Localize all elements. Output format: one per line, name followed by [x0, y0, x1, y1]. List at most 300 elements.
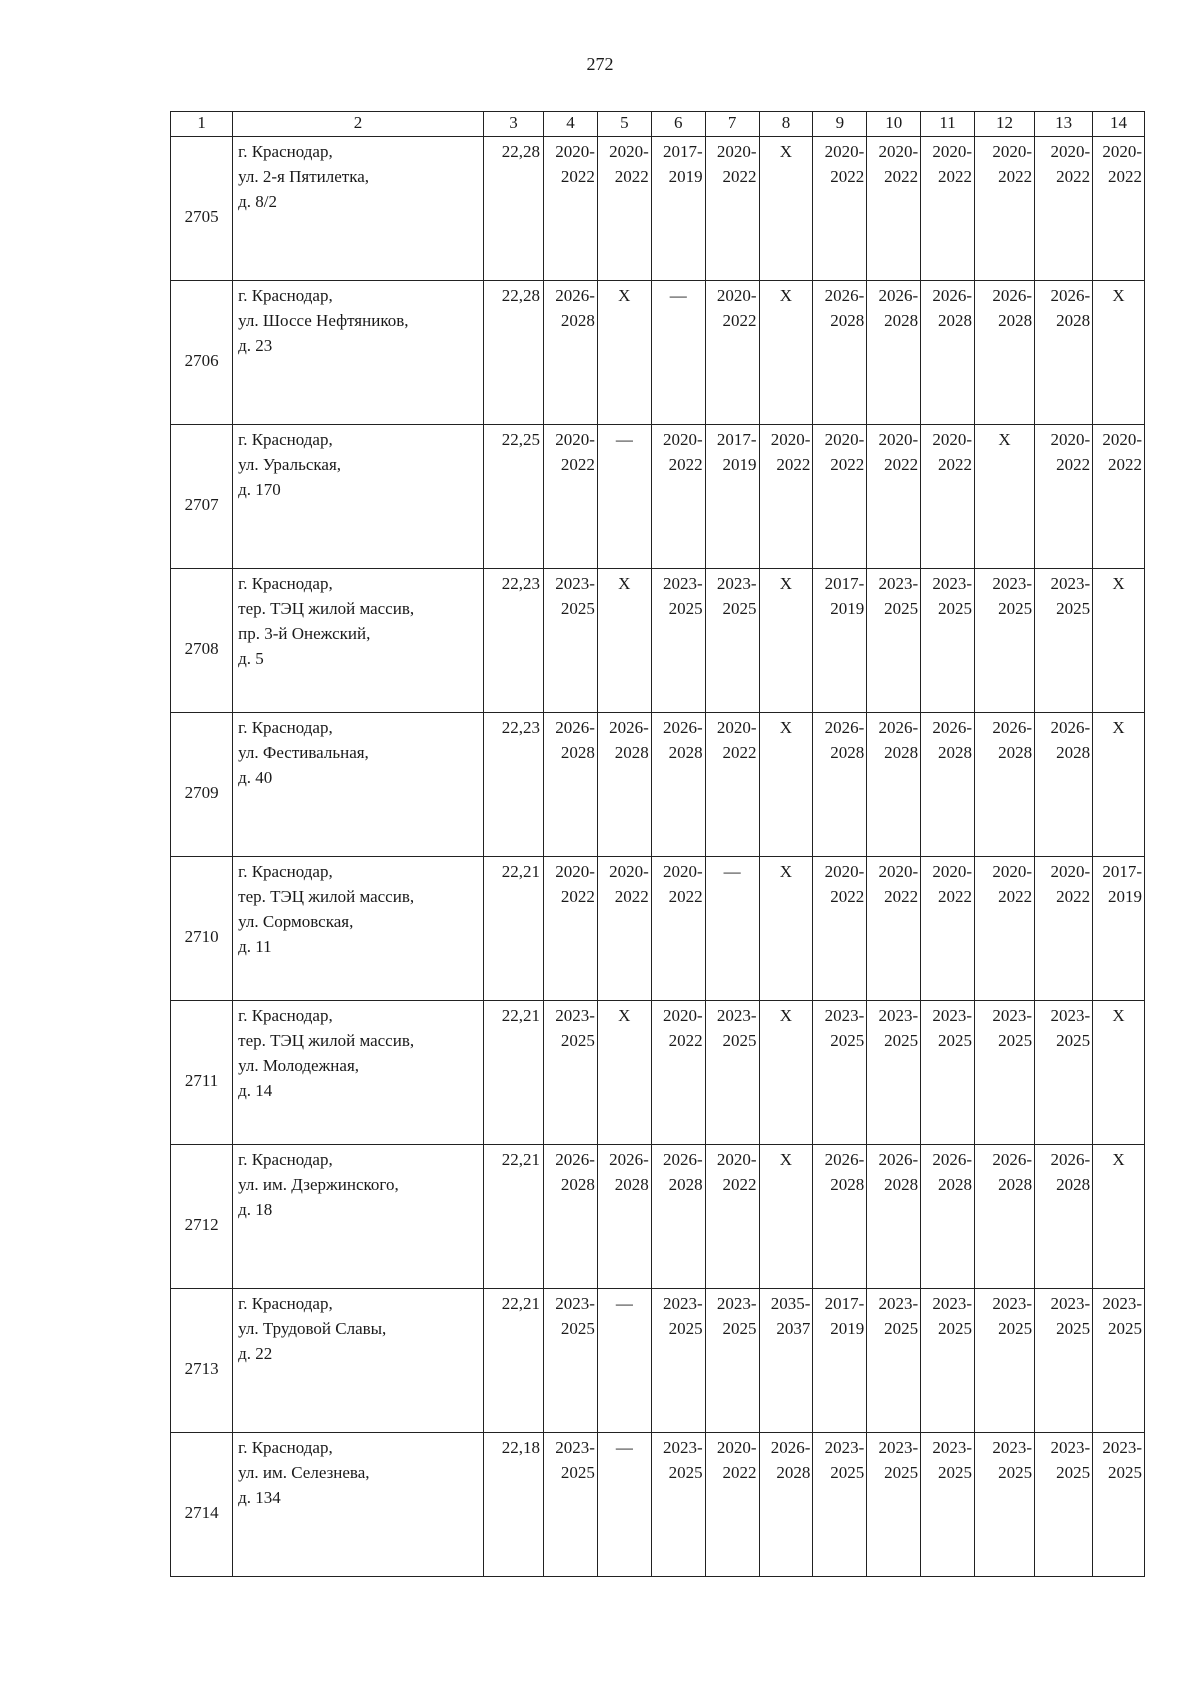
- period-start: 2020-: [1102, 142, 1142, 161]
- period-start: 2023-: [716, 1006, 757, 1025]
- period-start: 2023-: [716, 574, 757, 593]
- period-cell: [705, 569, 759, 713]
- period-cell: [975, 1001, 1035, 1145]
- address-line: г. Краснодар,: [238, 1294, 333, 1313]
- period-end: 2028: [560, 1175, 595, 1194]
- period-end: 2028: [830, 743, 865, 762]
- address-cell: [233, 137, 484, 281]
- period-start: 2023-: [1050, 1006, 1091, 1025]
- table-row: [171, 425, 1145, 569]
- period-cell: [813, 857, 867, 1001]
- period-start: 2017-: [662, 142, 703, 161]
- address-line: тер. ТЭЦ жилой массив,: [238, 1031, 415, 1050]
- period-end: 2025: [830, 1463, 865, 1482]
- period-cell: —: [597, 1289, 651, 1433]
- period-cell: X: [1093, 1145, 1145, 1289]
- address-line: д. 170: [238, 480, 281, 499]
- period-start: 2026-: [992, 1150, 1033, 1169]
- period-start: 2020-: [555, 142, 595, 161]
- address-cell: [233, 1145, 484, 1289]
- column-header: 4: [544, 112, 598, 137]
- period-start: 2023-: [1102, 1438, 1142, 1457]
- area-cell: 22,21: [483, 1289, 543, 1433]
- column-header: 12: [975, 112, 1035, 137]
- period-cell: [813, 1145, 867, 1289]
- period-cell: [921, 569, 975, 713]
- period-start: 2026-: [555, 1150, 595, 1169]
- period-start: 2017-: [824, 1294, 865, 1313]
- period-cell: [759, 1433, 813, 1577]
- period-cell: [1093, 857, 1145, 1001]
- period-start: 2020-: [932, 430, 972, 449]
- period-end: 2025: [938, 1031, 972, 1050]
- column-header: 14: [1093, 112, 1145, 137]
- period-start: 2020-: [878, 430, 919, 449]
- period-cell: X: [759, 713, 813, 857]
- period-cell: [651, 1001, 705, 1145]
- period-cell: [1035, 1145, 1093, 1289]
- period-start: 2020-: [716, 286, 757, 305]
- area-cell: 22,23: [483, 569, 543, 713]
- period-end: 2022: [830, 167, 865, 186]
- period-cell: X: [1093, 713, 1145, 857]
- period-cell: [597, 857, 651, 1001]
- period-end: 2025: [668, 1463, 703, 1482]
- period-cell: [813, 137, 867, 281]
- period-end: 2028: [614, 1175, 649, 1194]
- period-cell: [651, 1289, 705, 1433]
- table-row: [171, 281, 1145, 425]
- column-header: 11: [921, 112, 975, 137]
- period-cell: [921, 857, 975, 1001]
- period-end: 2028: [938, 311, 972, 330]
- period-start: 2020-: [716, 1150, 757, 1169]
- row-number: 2711: [171, 1001, 233, 1145]
- period-start: 2023-: [555, 1006, 595, 1025]
- period-start: 2023-: [662, 1294, 703, 1313]
- period-start: 2020-: [1050, 430, 1091, 449]
- period-cell: —: [651, 281, 705, 425]
- period-start: 2023-: [878, 1294, 919, 1313]
- address-cell: [233, 1433, 484, 1577]
- column-header: 5: [597, 112, 651, 137]
- period-end: 2025: [722, 1319, 757, 1338]
- period-cell: [867, 1145, 921, 1289]
- period-start: 2026-: [609, 718, 649, 737]
- period-end: 2025: [560, 1319, 595, 1338]
- period-end: 2022: [560, 887, 595, 906]
- period-end: 2025: [1056, 1463, 1091, 1482]
- period-end: 2025: [560, 599, 595, 618]
- period-start: 2026-: [662, 1150, 703, 1169]
- period-cell: X: [759, 137, 813, 281]
- period-cell: [544, 1289, 598, 1433]
- period-cell: [651, 857, 705, 1001]
- period-end: 2028: [938, 743, 972, 762]
- period-end: 2025: [1108, 1463, 1142, 1482]
- period-cell: [759, 425, 813, 569]
- period-end: 2025: [722, 599, 757, 618]
- period-cell: —: [597, 425, 651, 569]
- period-cell: [867, 1289, 921, 1433]
- period-end: 2022: [668, 887, 703, 906]
- period-cell: [813, 425, 867, 569]
- period-start: 2020-: [1102, 430, 1142, 449]
- column-header: 1: [171, 112, 233, 137]
- period-start: 2026-: [824, 718, 865, 737]
- address-cell: [233, 857, 484, 1001]
- period-end: 2028: [668, 743, 703, 762]
- period-cell: [921, 425, 975, 569]
- period-start: 2023-: [932, 1438, 972, 1457]
- period-start: 2020-: [932, 862, 972, 881]
- period-start: 2020-: [770, 430, 811, 449]
- period-cell: [921, 281, 975, 425]
- period-end: 2028: [998, 1175, 1033, 1194]
- period-start: 2020-: [716, 718, 757, 737]
- period-start: 2020-: [824, 430, 865, 449]
- period-start: 2017-: [824, 574, 865, 593]
- address-line: ул. 2-я Пятилетка,: [238, 167, 370, 186]
- period-start: 2023-: [1050, 1438, 1091, 1457]
- period-start: 2023-: [932, 1294, 972, 1313]
- period-start: 2020-: [716, 1438, 757, 1457]
- period-cell: [813, 1433, 867, 1577]
- period-end: 2022: [722, 167, 757, 186]
- period-cell: [597, 137, 651, 281]
- period-start: 2026-: [992, 718, 1033, 737]
- period-cell: [597, 713, 651, 857]
- row-number: 2712: [171, 1145, 233, 1289]
- period-end: 2019: [1108, 887, 1142, 906]
- address-line: г. Краснодар,: [238, 286, 333, 305]
- address-line: пр. 3-й Онежский,: [238, 624, 371, 643]
- period-start: 2023-: [878, 1438, 919, 1457]
- address-line: д. 11: [238, 937, 272, 956]
- period-cell: X: [759, 1001, 813, 1145]
- period-cell: [921, 1433, 975, 1577]
- period-end: 2022: [830, 455, 865, 474]
- period-end: 2022: [776, 455, 811, 474]
- period-start: 2026-: [878, 286, 919, 305]
- address-line: г. Краснодар,: [238, 430, 333, 449]
- period-start: 2020-: [992, 862, 1033, 881]
- period-start: 2026-: [824, 286, 865, 305]
- period-cell: [813, 569, 867, 713]
- period-end: 2019: [668, 167, 703, 186]
- period-end: 2025: [938, 1463, 972, 1482]
- period-cell: X: [759, 569, 813, 713]
- period-cell: [544, 281, 598, 425]
- period-cell: X: [759, 857, 813, 1001]
- period-cell: [1035, 569, 1093, 713]
- period-end: 2025: [1108, 1319, 1142, 1338]
- period-cell: [705, 1145, 759, 1289]
- period-end: 2028: [830, 311, 865, 330]
- period-cell: [975, 281, 1035, 425]
- address-line: ул. Фестивальная,: [238, 743, 369, 762]
- address-cell: [233, 569, 484, 713]
- period-start: 2020-: [932, 142, 972, 161]
- address-line: д. 8/2: [238, 192, 278, 211]
- period-start: 2026-: [1050, 1150, 1091, 1169]
- period-start: 2020-: [716, 142, 757, 161]
- period-end: 2019: [722, 455, 757, 474]
- area-cell: 22,18: [483, 1433, 543, 1577]
- period-end: 2022: [614, 167, 649, 186]
- period-end: 2025: [998, 599, 1033, 618]
- address-line: г. Краснодар,: [238, 1438, 333, 1457]
- area-cell: 22,28: [483, 281, 543, 425]
- address-line: д. 40: [238, 768, 273, 787]
- period-start: 2020-: [824, 142, 865, 161]
- period-cell: —: [705, 857, 759, 1001]
- address-line: д. 14: [238, 1081, 273, 1100]
- period-end: 2022: [614, 887, 649, 906]
- address-line: д. 5: [238, 649, 264, 668]
- period-cell: [1093, 137, 1145, 281]
- period-end: 2019: [830, 1319, 865, 1338]
- period-cell: [705, 281, 759, 425]
- period-start: 2020-: [662, 1006, 703, 1025]
- period-cell: [705, 713, 759, 857]
- period-cell: [975, 713, 1035, 857]
- period-cell: [921, 1001, 975, 1145]
- period-start: 2026-: [878, 718, 919, 737]
- period-cell: [597, 1145, 651, 1289]
- period-start: 2023-: [992, 1438, 1033, 1457]
- period-cell: [1035, 425, 1093, 569]
- address-cell: [233, 1289, 484, 1433]
- area-cell: 22,21: [483, 857, 543, 1001]
- period-end: 2025: [938, 1319, 972, 1338]
- period-end: 2025: [1056, 1031, 1091, 1050]
- period-end: 2028: [884, 1175, 919, 1194]
- period-end: 2025: [1056, 1319, 1091, 1338]
- period-start: 2020-: [878, 862, 919, 881]
- period-cell: [651, 1433, 705, 1577]
- period-start: 2026-: [1050, 718, 1091, 737]
- period-cell: [975, 1145, 1035, 1289]
- period-cell: [867, 137, 921, 281]
- period-end: 2022: [938, 455, 972, 474]
- period-end: 2022: [668, 1031, 703, 1050]
- area-cell: 22,25: [483, 425, 543, 569]
- row-number: 2714: [171, 1433, 233, 1577]
- period-end: 2022: [1056, 167, 1091, 186]
- period-end: 2022: [998, 167, 1033, 186]
- period-start: 2026-: [878, 1150, 919, 1169]
- period-cell: [813, 713, 867, 857]
- period-start: 2026-: [932, 1150, 972, 1169]
- period-end: 2022: [722, 1175, 757, 1194]
- period-start: 2026-: [992, 286, 1033, 305]
- address-cell: [233, 1001, 484, 1145]
- period-start: 2020-: [555, 430, 595, 449]
- table-row: [171, 713, 1145, 857]
- period-end: 2028: [998, 743, 1033, 762]
- page-number: 272: [586, 54, 614, 74]
- period-cell: [544, 857, 598, 1001]
- period-start: 2023-: [1050, 1294, 1091, 1313]
- period-end: 2022: [1108, 455, 1142, 474]
- period-end: 2028: [830, 1175, 865, 1194]
- period-end: 2025: [884, 1463, 919, 1482]
- period-cell: [975, 857, 1035, 1001]
- address-cell: [233, 713, 484, 857]
- period-cell: X: [759, 1145, 813, 1289]
- period-cell: [759, 1289, 813, 1433]
- period-cell: [921, 1145, 975, 1289]
- period-cell: [1093, 425, 1145, 569]
- period-end: 2025: [998, 1319, 1033, 1338]
- period-cell: [867, 281, 921, 425]
- period-start: 2023-: [878, 574, 919, 593]
- period-start: 2020-: [1050, 862, 1091, 881]
- period-end: 2037: [776, 1319, 811, 1338]
- column-header: 9: [813, 112, 867, 137]
- row-number: 2705: [171, 137, 233, 281]
- address-line: д. 23: [238, 336, 273, 355]
- period-start: 2020-: [662, 430, 703, 449]
- period-end: 2028: [1056, 743, 1091, 762]
- column-header: 3: [483, 112, 543, 137]
- period-cell: [705, 1001, 759, 1145]
- period-cell: [651, 569, 705, 713]
- period-end: 2028: [1056, 311, 1091, 330]
- period-end: 2019: [830, 599, 865, 618]
- row-number: 2710: [171, 857, 233, 1001]
- address-line: ул. Трудовой Славы,: [238, 1319, 387, 1338]
- period-end: 2028: [668, 1175, 703, 1194]
- column-header: 13: [1035, 112, 1093, 137]
- period-cell: [975, 1289, 1035, 1433]
- period-end: 2025: [884, 599, 919, 618]
- address-line: г. Краснодар,: [238, 142, 333, 161]
- period-start: 2020-: [1050, 142, 1091, 161]
- table-row: [171, 137, 1145, 281]
- address-line: д. 18: [238, 1200, 273, 1219]
- period-end: 2028: [614, 743, 649, 762]
- period-cell: [975, 137, 1035, 281]
- row-number: 2708: [171, 569, 233, 713]
- period-end: 2022: [722, 743, 757, 762]
- period-end: 2022: [668, 455, 703, 474]
- period-cell: [544, 1145, 598, 1289]
- period-end: 2028: [884, 311, 919, 330]
- period-end: 2028: [884, 743, 919, 762]
- period-cell: [544, 1001, 598, 1145]
- period-cell: [975, 1433, 1035, 1577]
- period-cell: X: [597, 569, 651, 713]
- period-start: 2023-: [716, 1294, 757, 1313]
- table-row: [171, 569, 1145, 713]
- period-end: 2025: [1056, 599, 1091, 618]
- period-end: 2022: [938, 887, 972, 906]
- address-line: д. 134: [238, 1488, 281, 1507]
- period-start: 2026-: [555, 718, 595, 737]
- period-start: 2026-: [770, 1438, 811, 1457]
- period-end: 2022: [560, 455, 595, 474]
- column-header: 6: [651, 112, 705, 137]
- period-cell: [544, 569, 598, 713]
- period-end: 2022: [560, 167, 595, 186]
- period-cell: [1093, 1433, 1145, 1577]
- area-cell: 22,21: [483, 1001, 543, 1145]
- period-start: 2023-: [992, 574, 1033, 593]
- period-cell: [867, 1001, 921, 1145]
- address-line: ул. Молодежная,: [238, 1056, 360, 1075]
- period-cell: [1035, 857, 1093, 1001]
- period-cell: [867, 713, 921, 857]
- period-end: 2025: [830, 1031, 865, 1050]
- address-line: д. 22: [238, 1344, 273, 1363]
- period-cell: [867, 1433, 921, 1577]
- period-end: 2025: [998, 1463, 1033, 1482]
- period-cell: [921, 1289, 975, 1433]
- period-start: 2023-: [824, 1006, 865, 1025]
- address-line: ул. им. Дзержинского,: [238, 1175, 399, 1194]
- period-start: 2026-: [1050, 286, 1091, 305]
- period-start: 2026-: [609, 1150, 649, 1169]
- period-end: 2022: [1056, 887, 1091, 906]
- period-cell: [975, 569, 1035, 713]
- period-start: 2023-: [555, 1438, 595, 1457]
- period-end: 2022: [884, 455, 919, 474]
- period-cell: X: [1093, 569, 1145, 713]
- period-cell: [1035, 137, 1093, 281]
- period-end: 2025: [722, 1031, 757, 1050]
- period-end: 2028: [560, 311, 595, 330]
- address-line: г. Краснодар,: [238, 1150, 333, 1169]
- period-cell: [705, 1289, 759, 1433]
- area-cell: 22,23: [483, 713, 543, 857]
- period-cell: [544, 1433, 598, 1577]
- area-cell: 22,21: [483, 1145, 543, 1289]
- period-end: 2022: [884, 887, 919, 906]
- housing-register-table: [170, 111, 1145, 1577]
- period-start: 2023-: [662, 574, 703, 593]
- period-cell: [921, 713, 975, 857]
- period-cell: [1035, 281, 1093, 425]
- period-start: 2026-: [555, 286, 595, 305]
- row-number: 2713: [171, 1289, 233, 1433]
- period-end: 2022: [830, 887, 865, 906]
- period-cell: [651, 713, 705, 857]
- period-start: 2026-: [932, 286, 972, 305]
- period-start: 2020-: [555, 862, 595, 881]
- period-cell: X: [759, 281, 813, 425]
- table-row: [171, 1145, 1145, 1289]
- period-cell: [705, 425, 759, 569]
- period-cell: [705, 137, 759, 281]
- period-end: 2022: [1108, 167, 1142, 186]
- column-number-row: [171, 112, 1145, 137]
- period-start: 2023-: [932, 1006, 972, 1025]
- table-row: [171, 1001, 1145, 1145]
- period-end: 2022: [998, 887, 1033, 906]
- column-header: 8: [759, 112, 813, 137]
- period-start: 2020-: [609, 142, 649, 161]
- period-cell: X: [1093, 1001, 1145, 1145]
- period-start: 2026-: [662, 718, 703, 737]
- address-line: тер. ТЭЦ жилой массив,: [238, 887, 415, 906]
- period-cell: [544, 137, 598, 281]
- period-cell: [705, 1433, 759, 1577]
- period-cell: [867, 425, 921, 569]
- period-cell: X: [1093, 281, 1145, 425]
- period-start: 2017-: [1102, 862, 1142, 881]
